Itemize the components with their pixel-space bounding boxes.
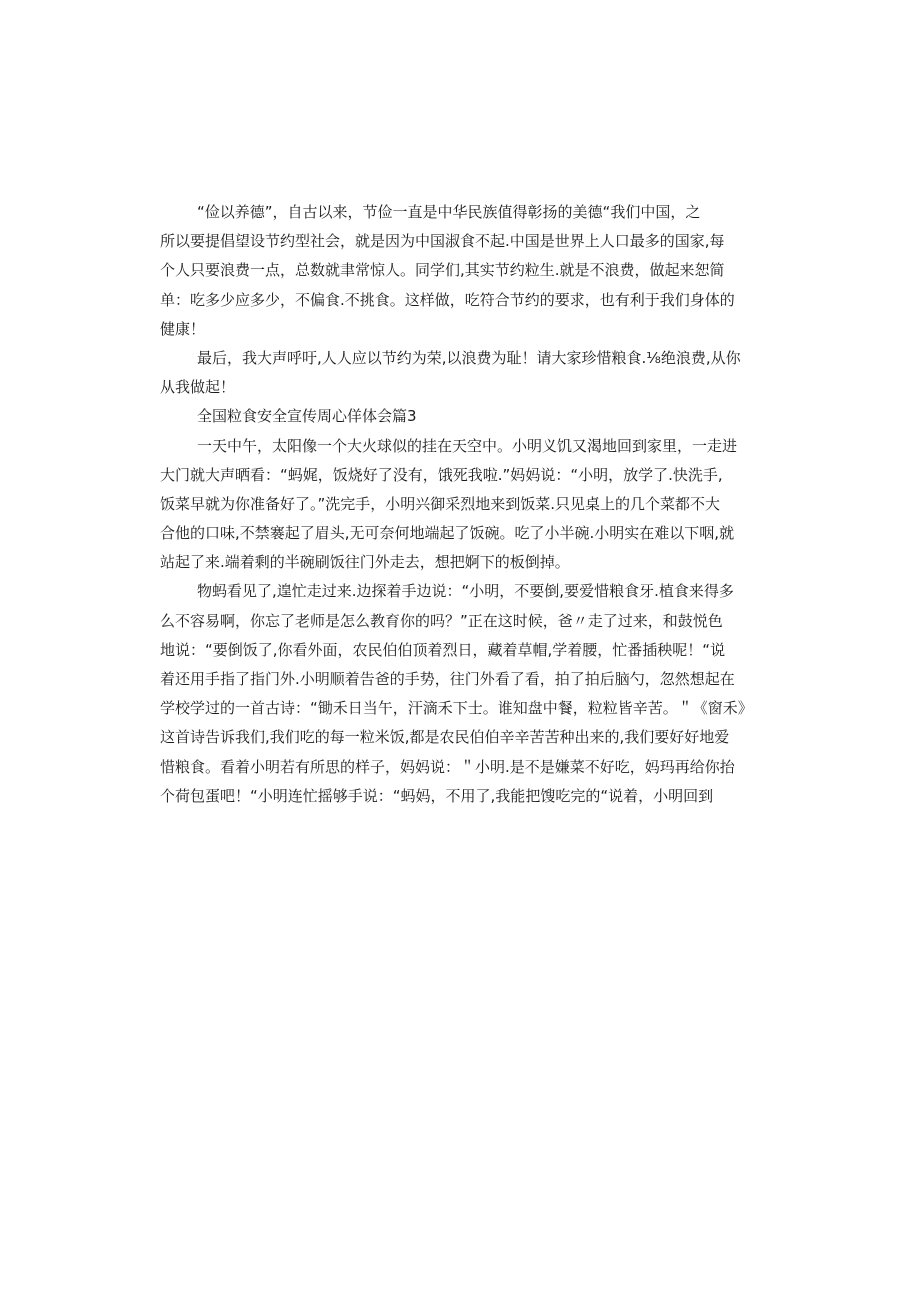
document-body bbox=[160, 198, 760, 811]
text-line: 着还用手指了指门外.小明顺着告爸的手势，往门外看了看，拍了拍后脑勺，忽然想起在 bbox=[160, 670, 735, 688]
text-line: 惜粮食。看着小明若有所思的样子，妈妈说：＂小明.是不是嫌菜不好吃，妈玛再给你抬 bbox=[160, 757, 735, 776]
paragraph-conclusion bbox=[160, 344, 760, 402]
text-line: 一天中午，太阳像一个大火球似的挂在天空中。小明义饥又渴地回到家里，一走进 bbox=[197, 436, 738, 455]
section-heading bbox=[160, 402, 760, 431]
text-line: 么不容易啊，你忘了老师是怎么教育你的吗？”正在这时候，爸〃走了过来，和鼓悦色 bbox=[160, 611, 723, 630]
text-line: 饭菜早就为你准备好了。”洗完手，小明兴御采烈地来到饭菜.只见桌上的几个菜都不大 bbox=[160, 494, 721, 513]
paragraph-frugality bbox=[160, 198, 760, 344]
text-line: 地说：“要倒饭了,你看外面，农民伯伯顶着烈日，藏着草帽,学着腰，忙番插秧呢！“说 bbox=[160, 640, 726, 659]
text-line: 大门就大声晒看：“蚂娓，饭烧好了没有，饿死我啦.”妈妈说：“小明，放学了.快洗手, bbox=[160, 465, 723, 484]
text-line: 所以要提倡望设节约型社会，就是因为中国淑食不起.中国是世界上人口最多的国家,每 bbox=[160, 232, 725, 251]
text-line: 从我做起！ bbox=[160, 378, 236, 397]
text-line: 个人只要浪费一点，总数就聿常惊人。同学们,其实节约粒生.就是不浪费，做起来恕简 bbox=[160, 261, 725, 280]
text-line: 物蚂看见了,遑忙走过来.边探着手边说：“小明，不要倒,要爱惜粮食牙.植食来得多 bbox=[197, 582, 734, 601]
paragraph-story-mother bbox=[160, 577, 760, 811]
text-line: “俭以养德”，自古以来，节俭一直是中华民族值得彰扬的美德“我们中国，之 bbox=[197, 203, 701, 221]
text-line: 单：吃多少应多少，不偏食.不挑食。这样做，吃符合节约的要求，也有利于我们身体的 bbox=[160, 290, 735, 309]
text-line: 学校学过的一首古诗：“锄禾日当午，汗滴禾下士。谁知盘中餐，粒粒皆辛苦。＂《窗禾》 bbox=[160, 699, 753, 718]
text-line: 合他的口味,不禁褰起了眉头,无可奈何地端起了饭碗。吃了小半碗.小明实在难以下咽,就 bbox=[160, 524, 735, 543]
text-line: 个荷包蛋吧！“小明连忙摇够手说：“蚂妈，不用了,我能把馊吃完的“说着，小明回到 bbox=[160, 786, 714, 805]
text-line: 最后，我大声呼吁,人人应以节约为荣,以浪费为耻！请大家珍惜粮食.⅛绝浪费,从你 bbox=[197, 348, 741, 367]
text-line: 健康！ bbox=[160, 319, 206, 338]
text-line: 这首诗告诉我们,我们吃的每一粒米饭,都是农民伯伯辛辛苦苦种出来的,我们要好好地爱 bbox=[160, 728, 730, 747]
text-line: 站起了来.端着剩的半碗刷饭往门外走去，想把婀下的板倒掉。 bbox=[160, 553, 570, 572]
section-title: 全国粒食安全宣传周心佯体会篇3 bbox=[197, 407, 417, 426]
paragraph-story-intro bbox=[160, 432, 760, 578]
